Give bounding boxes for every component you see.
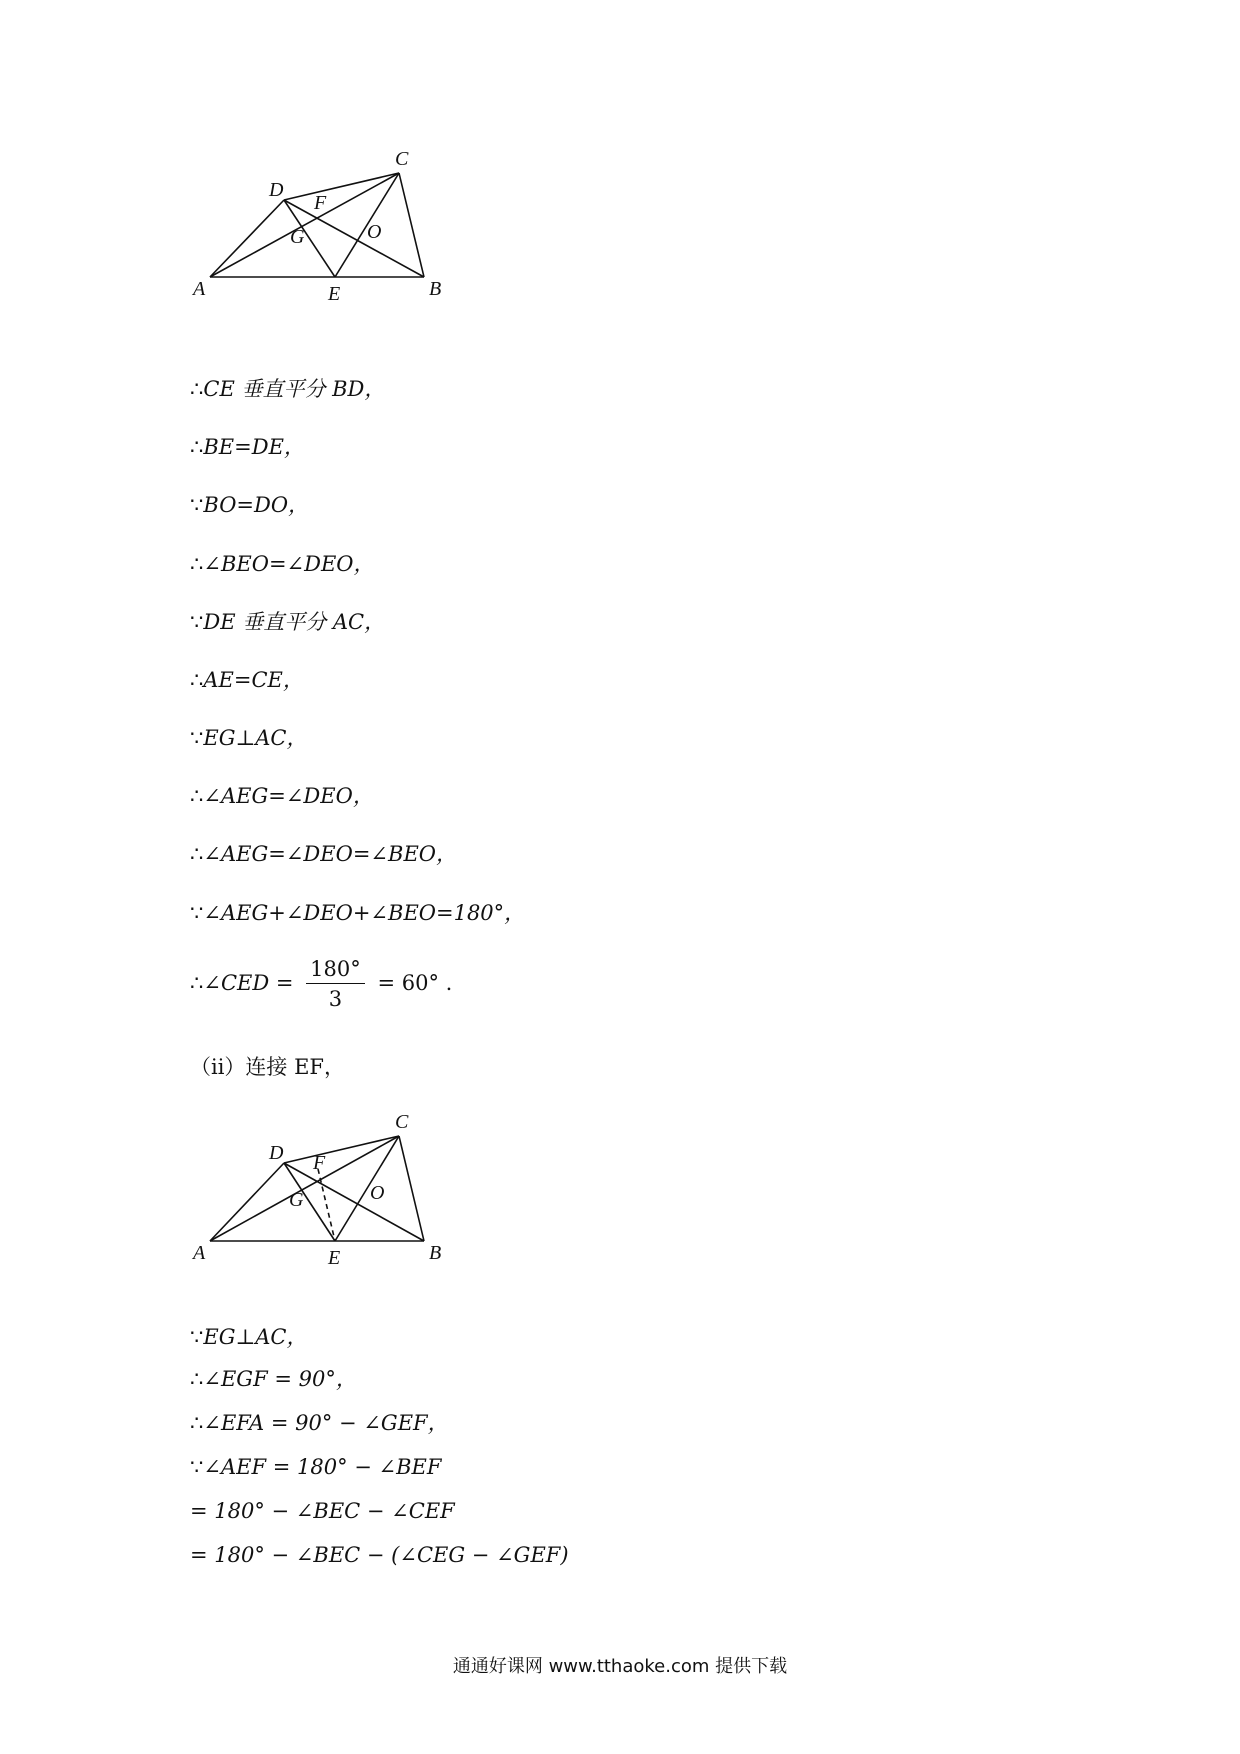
proof2-line-6: = 180° − ∠BEC − (∠CEG − ∠GEF) (190, 1543, 569, 1567)
label-c: C (395, 148, 409, 170)
label-b-2: B (429, 1242, 442, 1264)
proof-line-8: ∴∠AEG=∠DEO， (190, 784, 374, 808)
label-o-2: O (370, 1182, 385, 1204)
fraction-denominator: 3 (328, 987, 343, 1011)
label-o: O (367, 221, 382, 243)
fraction-numerator: 180° (306, 955, 365, 984)
proof-line-10: ∵∠AEG+∠DEO+∠BEO=180°， (190, 901, 526, 925)
label-e: E (328, 283, 341, 305)
proof-line-2: ∴BE=DE， (190, 435, 305, 459)
segment-dc-2 (284, 1136, 399, 1163)
proof2-line-3: ∴∠EFA = 90° − ∠GEF， (190, 1411, 449, 1435)
geometry-figure-2 (185, 1103, 465, 1273)
label-d: D (269, 179, 284, 201)
fraction (306, 955, 365, 1014)
label-f-2: F (313, 1152, 326, 1174)
proof2-line-1: ∵EG⊥AC， (190, 1325, 308, 1349)
geometry-figure-1 (185, 140, 465, 310)
page-footer: 通通好课网 www.tthaoke.com 提供下载 (452, 1656, 788, 1677)
proof2-line-5: = 180° − ∠BEC − ∠CEF (190, 1499, 455, 1523)
label-a-2: A (193, 1242, 206, 1264)
segment-db-2 (284, 1163, 424, 1241)
proof-line-9: ∴∠AEG=∠DEO=∠BEO， (190, 842, 457, 866)
proof-line-4: ∴∠BEO=∠DEO， (190, 552, 375, 576)
fraction-equation: ∴∠CED = $\frac{180^\circ}{3}$ = 60° . (190, 955, 452, 1014)
label-f: F (314, 192, 327, 214)
step-ii-heading: （ⅱ）连接 EF， (190, 1055, 346, 1079)
label-e-2: E (328, 1247, 341, 1269)
segment-ad (210, 200, 284, 277)
proof2-line-4: ∵∠AEF = 180° − ∠BEF (190, 1455, 442, 1479)
proof-line-5: ∵DE 垂直平分 AC， (190, 610, 386, 634)
segment-cb-2 (399, 1136, 424, 1241)
label-g-2: G (289, 1189, 304, 1211)
segment-db (284, 200, 424, 277)
label-a: A (193, 278, 206, 300)
segment-dc (284, 173, 399, 200)
segment-ec-2 (335, 1136, 399, 1241)
label-b: B (429, 278, 442, 300)
label-c-2: C (395, 1111, 409, 1133)
label-g: G (290, 226, 305, 248)
segment-ad-2 (210, 1163, 284, 1241)
proof-line-7: ∵EG⊥AC， (190, 726, 308, 750)
proof2-line-2: ∴∠EGF = 90°， (190, 1367, 357, 1391)
segment-ef-dashed (318, 1169, 335, 1241)
proof-line-1: ∴CE 垂直平分 BD， (190, 377, 386, 401)
proof-line-3: ∵BO=DO， (190, 493, 310, 517)
segment-cb (399, 173, 424, 277)
proof-line-6: ∴AE=CE， (190, 668, 304, 692)
label-d-2: D (269, 1142, 284, 1164)
